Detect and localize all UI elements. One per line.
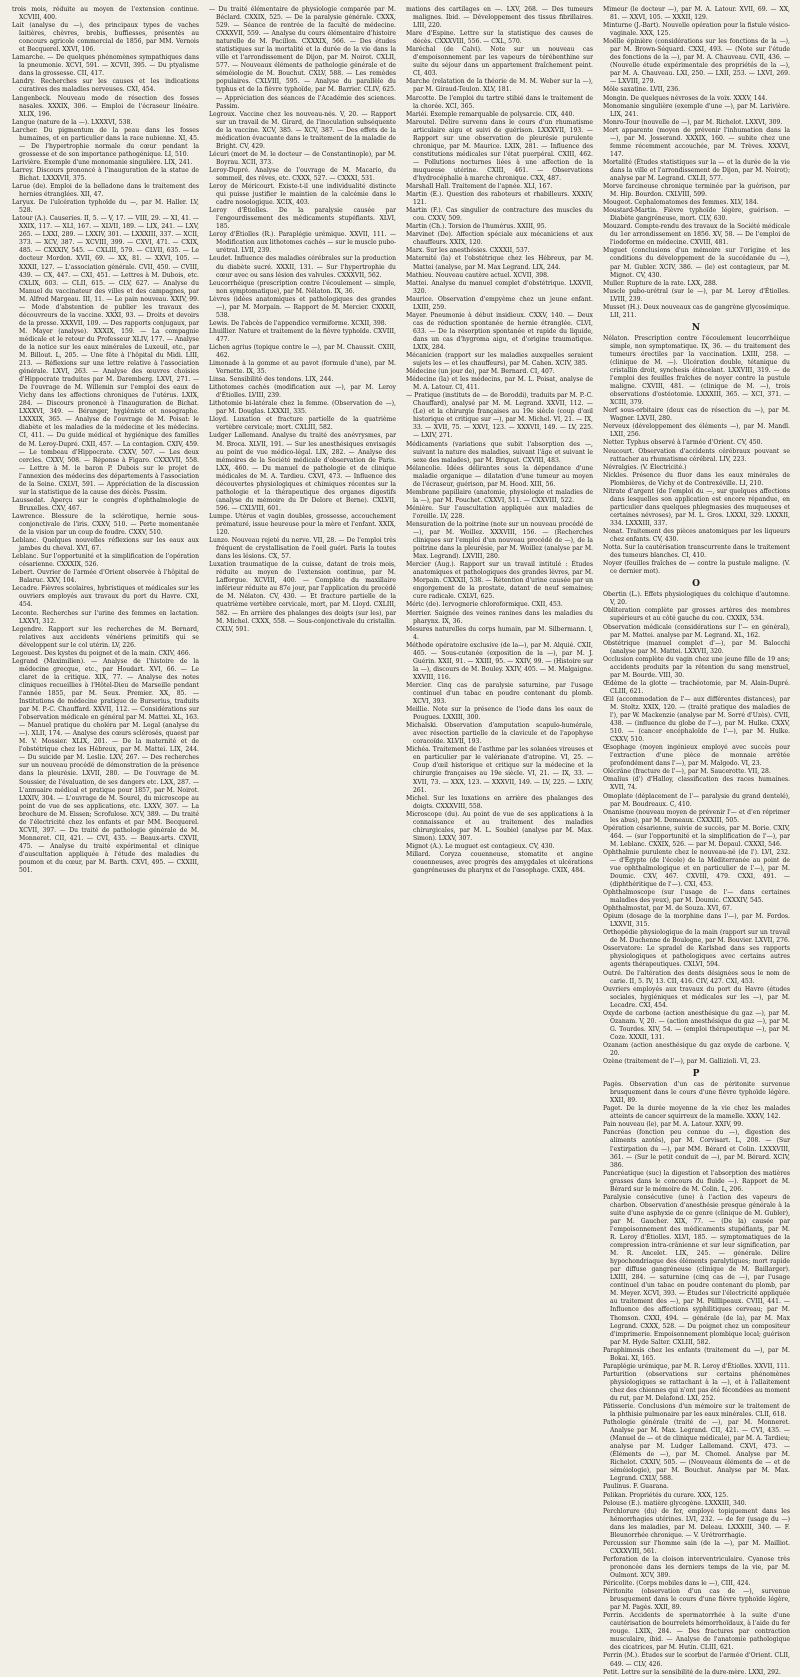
index-entry: Marshall Hall. Traitement de l'apnée. XLI, 167.	[406, 183, 553, 191]
index-entry: Leconte. Recherches sur l'urine des femmes en lactation. LXXVI, 312.	[12, 609, 199, 625]
index-entry: Lécuri (mort de M. le docteur — de Constantinople), par M. Boyrau. XCII, 373.	[209, 150, 396, 166]
index-entry: Maroutel. Délire survenu dans le cours d'un rhumatisme articulaire aigu et suivi de guérison. LXXXVII, 193. — Rapport sur une observation de pleurésie purulente chronique, par M. Maurice. LXIX, 281. — Influence des constitutions médicales sur l'état puerpéral. CXIII, 462. — Pollutions nocturnes liées à une affection de la muqueuse utérine. CXIII, 461. — Observations d'hydrocéphalie à marche chronique. CXX, 487.	[406, 118, 593, 182]
index-entry: Marvinet (De). Affection spéciale aux mécaniciens et aux chauffeurs. XXIX, 120.	[406, 231, 593, 247]
index-entry: Netter. Typhus observé à l'armée d'Orient. CV, 450.	[603, 439, 763, 447]
index-entry: Mare d'Espine. Lettre sur la statistique des causes de décès. CXXXVIII, 556. — CXL, 570.	[406, 30, 593, 46]
index-entry: Ouvriers employés aux travaux du port du Havre (études sociales, hygiéniques et médicales sur les —), par M. Lecadre. CXI, 454.	[603, 985, 790, 1009]
index-entry: Notta. Sur la cautérisation transcurrente dans le traitement des tumeurs blanches. CI, 410.	[603, 544, 790, 560]
index-entry: Paulinus. F. Guarana.	[603, 1483, 669, 1491]
index-entry: Laussedat. Aperçu sur le congrès d'ophthalmologie de Bruxelles. CXV, 467.	[12, 496, 199, 512]
index-entry: Œdème de la glotte — trachéotomie, par M. Alain-Dupré. CLIII, 621.	[603, 679, 790, 695]
columns-container	[12, 6, 790, 1676]
index-entry: Legrand (Maximilien). — Analyse de l'histoire de la médecine grecque, etc., par Houdart. XVI, 66. — Le claret de la critique. XIX, 77. — Analyse des notes cliniques recueillies à l'Hôtel-Dieu de Marseille pendant l'année 1855, par M. Seux. Premier. XX, 85. — Institutions de médecine pratique de Burserius, traduits par M. P.-C. Chauffard. XXVII, 112. — Considérations sur l'observation médicale en général par M. Mattei. XL, 163. — Manuel pratique du choléra par M. Legal (analyse du —). XLII, 174. — Analyse des cœurs sclérosés, quaest par M. V. Mossier. XLIX, 201. — De la maternité et de l'obstétrique chez les Hébreux, par M. Mattei. LIX, 244. — Du suicide par M. Leslie. LXV, 267. — Des recherches sur un nouveau procédé de démonstration de la présence dans la pleurésie. LXVII, 280. — De l'ouvrage de M. Soussier, de l'évaluation, de ses dangers etc. LXX, 287. — L'annuaire médical et pratique pour 1857, par M. Noirot. LXXIV, 304. — L'ouvrage de M. Sourel, du microscope au point de vue de ses applications, etc. LXXV, 307. — La brochure de M. Eissen; Scrofulose. XCV, 389. — Du traité de l'électricité chez les enfants et par MM. Becquerel. XCVII, 397. — Du traité de pathologie générale de M. Monneret. CII, 421. — CVI, 435. — Beaux-arts. CXVII, 475. — Analyse du traité expérimental et clinique d'auscultation appliquée à l'étude des maladies du poumon et du cœur, par M. Barth. CXVI, 495. — CXXIII, 501.	[12, 657, 199, 875]
index-entry: Oxyde de carbone (action anesthésique du gaz —), par M. Ozanam. V, 20. — (action anesthésique du gaz —), par M. G. Tourdes. XIV, 54. — (emploi thérapeutique —), par M. Coze. XXXII, 131.	[603, 1009, 790, 1041]
index-entry: Leblanc. Quelques nouvelles réflexions sur les eaux aux jambes du cheval. XVI, 67.	[12, 537, 199, 553]
index-entry: Lithotomes cachés (modification aux —), par M. Leroy d'Étiolles. LVIII, 239.	[209, 384, 396, 400]
index-entry: Paget. De la durée moyenne de la vie chez les malades atteints de cancer squirreux de la mamelle. XXXV, 142.	[603, 1105, 790, 1121]
index-entry: Martin (F.). Cas singulier de contracture des muscles du cou. CXXV, 509.	[406, 207, 593, 223]
index-entry: Lait (analyse du —), des principaux types de vaches laitières, chèvres, brebis, buffiesses, présentés au concours agricole commercial de 1856, par MM. Vernois et Becquerel. XXVI, 106.	[12, 22, 199, 54]
index-entry: Maternité (la) et l'obstétrique chez les Hébreux, par M. Mattei (analyse, par M. Max Legrand. LIX, 244.	[406, 255, 593, 271]
index-entry: Martin (E.). Question des raboteurs et rhabilleurs. XXXIV, 121.	[406, 191, 593, 207]
index-entry: Méthode opératoire exclusive (de la—), par M. Alquié. CXII, 465. — Sous-cutanée (exposition de la —), par M. J. Guérin. XXII, 91. — XXIII, 95. — XXIV, 99. — (Histoire sur la —), discours de M. Bouley. XXIV, 405. — M. Malgaigne. XXVIII, 116.	[406, 641, 593, 681]
column-1	[12, 6, 199, 1103]
index-entry: Pancréas (fonction peu connue du —), digestion des aliments azotés), par M. Corvisart. L, 208. — (Sur l'extirpation du —), par MM. Bérard et Colin. LXXXVIII, 361. — (Sur le petit conduit de —), par M. Bérard. XCIV, 386.	[603, 1129, 790, 1169]
index-entry: Opium (dosage de la morphine dans l'—), par M. Fordos. LXXVII, 315.	[603, 913, 790, 929]
index-entry: Perrin (M.). Études sur le scorbut de l'armée d'Orient. CLII, 649. — CLV, 426.	[603, 1652, 790, 1668]
index-entry: trois mois, réduite au moyen de l'extension continue. XCVIII, 400.	[12, 6, 199, 22]
index-entry: Legendre. Rapport sur les recherches de M. Bernard, relatives aux accidents vénériens primitifs qui se développent sur le col utérin. LV, 226.	[12, 625, 199, 649]
index-entry: Leroy d'Étiolles. De la paralysie causée par l'engourdissement des médicaments stupéfiants. XLVI, 185.	[209, 207, 396, 231]
index-entry: Mercier. Cinq cas de paralysie saturnine, par l'usage continuel d'un tabac en poudre contenant du plomb. XCVI, 393.	[406, 681, 593, 706]
index-entry: Percussion sur l'homme sain (de la —), par M. Mailliot. CXXXVIII, 561.	[603, 1539, 790, 1555]
index-entry: Perchlorure (du) de fer, employé topiquement dans les hémorrhagies utérines. LVI, 232. — de fer (usage du —) dans les maladies, par M. Deleau. LXXXIII, 340. — F. Bleunorrhée chronique. — V. Urétrorrhagie.	[603, 1507, 790, 1539]
column-2	[209, 6, 396, 1103]
index-entry: Merrier. Saignée des veines ranines dans les maladies du pharynx. IX, 36.	[406, 609, 593, 625]
index-entry: Ozène (traitement de l'—), par M. Gallizioli. VI, 23.	[603, 1058, 761, 1066]
index-entry: Ophthalmie purulente chez le nouveau-né (de l'). LVI, 232. — d'Égypte (de l'école) de la Méditerranée au point de vue ophthalmologique et en particulier de l'—), par M. Doumic. CXV, 467. CXVIII, 479. CXXI, 491. — (diphthéritique de l'—). CXI, 453.	[603, 848, 790, 889]
section-letter-heading: O	[692, 579, 701, 590]
index-entry: Mougeot. Cephalomatomes des femmes. XLV, 184.	[603, 199, 759, 207]
index-entry: Mensuration de la poitrine (note sur un nouveau procédé de —), par M. Woillez. XXXVIII, 156. — (Recherches cliniques sur l'emploi d'un nouveau procédé de —), de la poitrine dans la pleurésie, par M. Woillez (analyse par M. Max. Legrand). LXVIII, 280.	[406, 521, 593, 561]
index-entry: mations des cartilages en —. LXV, 268. — Des tumeurs malignes. Ibid. — Développement des tissus fibrillaires. LIII, 220.	[406, 6, 593, 30]
index-entry: Nonat. Traitement des pièces anatomiques par les liqueurs chez enfants. CV, 430.	[603, 528, 790, 544]
index-entry: Lumpe. Utérus et vagin doubles, grossesse, accouchement prématuré, issue heureuse pour la mère et l'enfant. XXIX, 120.	[209, 512, 396, 537]
index-entry: Médicaments (variations que subit l'absorption des —, suivant la nature des maladies, suivant l'âge et suivant le sexe des malades), par M. Briquet. CXVIII, 483.	[406, 440, 593, 464]
index-entry: Obliteration complète par grosses artères des membres supérieurs et au côté gauche du cou. CXXIX, 534.	[603, 607, 790, 623]
index-entry: Médecine (un jour de), par M. Bernard. CI, 407.	[406, 368, 555, 376]
index-entry: Œsophage (moyen ingénieux employé avec succès pour l'extraction d'une pièce de monnaie arrêtée profondément dans l'—), par M. Malgodo. VI, 23.	[603, 744, 790, 768]
index-entry: Omoplate (déplacement de l'— paralysie du grand dentelé), par M. Boudreaux. C, 410.	[603, 792, 790, 808]
index-entry: Leroy-Dupré. Analyse de l'ouvrage de M. Macario, du sommeil, des rêves, etc. CXXX, 527. — CXXXI, 531.	[209, 166, 396, 182]
index-entry: Legouest. Des kystes du poignet et de la main. CXIV, 466.	[12, 649, 191, 657]
index-entry: Pain nouveau (le), par M. A. Latour. XXIV, 99.	[603, 1121, 744, 1129]
index-entry: Lhuillier. Nature et traitement de la fièvre typhoïde. CXVIII, 477.	[209, 327, 396, 343]
index-entry: Muscle pubo-urétral (sur le —), par M. Leroy d'Étiolles. LVIII, 239.	[603, 287, 790, 303]
index-entry: Mesures naturelles du corps humain, par M. Silbermann. I, 4.	[406, 625, 593, 641]
index-entry: Outré. De l'altération des dents désignées sous le nom de carie. II, 5. IV, 13. CII, 416. CIV, 427. CXI, 453.	[603, 969, 790, 985]
index-entry: Nickles. Présence du fluor dans les eaux minérales de Plombières, de Vichy et de Contrexéville. LI, 210.	[603, 471, 790, 487]
index-entry: Névralgies. (V. Électricité.)	[603, 463, 687, 471]
index-entry: Obertin (L.). Effets physiologiques du colchique d'automne. V, 20.	[603, 591, 790, 607]
index-entry: Obstétrique (manuel complet d'—), par M. Balocchi (analyse par M. Mattei. LXXVII, 320.	[603, 639, 790, 655]
index-entry: Marx. Sur les anesthésies. CXXXII, 537.	[406, 247, 530, 255]
index-entry: Pancréatique (suc) la digestion et l'absorption des matières grasses dans le concours du fluide —). Rapport de M. Bérard sur le mémoire de M. Colin. L, 206.	[603, 1169, 790, 1193]
index-entry: Michéa. Traitement de l'asthme par les solanées vireuses et en particulier par le valérianate d'atropine. VI, 25. — Coup d'œil historique et critique sur la médecine et la chirurgie françaises au 19e siècle. VI, 21. — IX, 33. — XVII, 73. — XXX, 123. — XXXVII, 149. — LV, 225. — LXIV, 261.	[406, 746, 593, 794]
index-entry: Monomanie singulière (exemple d'une —), par M. Larivière. LIX, 241.	[603, 102, 790, 118]
index-entry: Mongin. De quelques névroses de la voix. XXXV, 144.	[603, 94, 768, 102]
index-entry: Noyer (feuilles fraîches de — contre la pustule maligne. (V. ce dernier mot).	[603, 560, 790, 576]
index-entry: Millard. Coryza couenneuse, stomatite et angine couenneuses, avec progrès des amygdales et ulcérations gangréneuses du pharynx et de l'œsophage. CXIX, 484.	[406, 850, 593, 875]
index-entry: Larue (de). Emploi de la belladone dans le traitement des hernies étranglées. XII, 47.	[12, 183, 199, 199]
index-entry: Paralysie consécutive (une) à l'action des vapeurs de charbon. Observation d'anesthésie presque générale à la suite d'une asphyxie de ce genre (clinique de M. Gubler), par M. Gaucher. XIX, 77. — (De la) causée par l'empoisonnement des médicaments stupéfiants, par M. R. Leroy d'Étiolles. XLVI, 185. — symptomatiques de la compression intra-crânienne et sur leur signification, par M. R. Ancelet. LIX, 245. — générale. Délire hypochondriaque des éléments paralytiques; mort rapide par diffuse gangréneuse (clinique de M. Baillarger). LXIII, 284. — saturnine (cinq cas de —), par l'usage continuel d'un tabac en poudre contenant du plomb, par M. Meyer. XCVI, 393. — Études sur l'électricité appliquée au traitement des —), par M. Pâlllipeaux. CVIII, 441. — Influence des affections syphilitiques cerveau; par M. Thomson. CXXI, 494. — générale (de la), par M. Max Legrand. CXXX, 528. — Du poignet chez un compositeur d'imprimerie. Empoisonnement plombique local; guérison par M. Hyde Salter. CXLIII, 582.	[603, 1193, 790, 1346]
index-entry: Mouzard. Compte-rendu des travaux de la Société médicale du 1er arrondissement en 1856. XV, 58. — De l'emploi de l'iodoforme en médecine. CXVIII, 481.	[603, 223, 790, 247]
index-entry: Microscope (du). Au point de vue de ses applications à la connaissance et au traitement des maladies chirurgicales, par M. L. Soubiel (analyse par M. Max. Simon). LXXV, 307.	[406, 810, 593, 842]
index-entry: Larivière. Exemple d'une monomanie singulière. LIX, 241.	[12, 158, 193, 166]
index-entry: Mattei. Analyse du manuel complet d'obstétrique. LXXVII, 320.	[406, 279, 593, 295]
section-letter-heading: P	[692, 1069, 701, 1080]
index-entry: Petit. Lettre sur la sensibilité de la dure-mère. LXXI, 292.	[603, 1668, 781, 1676]
index-entry: Osservatore: Le spradel de Karlsbad dans ses rapports physiologiques et pathologiques avec certains autres agents thérapeutiques. CXLVI, 594.	[603, 945, 790, 969]
index-entry: Lebert. Ouvrier de l'armée d'Orient observée à l'hôpital de Balaruc. XXV, 104.	[12, 569, 199, 585]
index-entry: Lichen agrius (topique contre le —), par M. Chaussit. CXIII, 462.	[209, 343, 396, 360]
index-entry: Lamarche. — De quelques phénomènes sympathiques dans la pneumonie. XCVI, 591. — XCVII, 395. — Du ptyalisme dans la grossesse. CII, 417.	[12, 54, 199, 78]
index-entry: Lewis. De l'abcès de l'appendice vermiforme. XCXII, 398.	[209, 319, 387, 327]
index-entry: Pagès. Observation d'un cas de péritonite survenue brusquement dans le cours d'une fièvre typhoïde légère. XXII, 89.	[603, 1081, 790, 1105]
index-entry: Mathieu. Nouveau cautère actuel. XCVII, 398.	[406, 271, 549, 279]
index-entry: Mortalité (Études statistiques sur la — et la durée de la vie dans la ville et l'arrondissement de Dijon, par M. Noirot); analyse par M. Legrand. CXLII, 577.	[603, 158, 790, 182]
index-entry: Œil (accommodation de l'— aux différentes distances), par M. Stoltz. XXIX, 120. — (traité pratique des maladies de l'), par W. Mackenzie (analyse par M. Sorré d'Uzès). CVII, 438. — (influence du globe de l'—), par M. Hulke. CXXV, 510. — (cancer encéphaloïde de l'—), par M. Hulke. CXXV, 510.	[603, 695, 790, 744]
index-entry: Linsa. Sensibilité des tendons. LIX, 244.	[209, 376, 334, 384]
index-entry: Larcher. Du pigmentum de la peau dans les fosses humaines, et en particulier dans la race nubienne. XI, 45. — De l'hypertrophie normale du cœur pendant la grossesse et de son importance pathogénique. LI, 510.	[12, 126, 199, 158]
index-entry: Larrey. Discours prononcé à l'inauguration de la statue de Bichat. LXXXVII, 375.	[12, 166, 199, 182]
index-entry: Pelouse (E.). matière glycogène. LXXXIII, 340.	[603, 1499, 747, 1507]
index-entry: Pathologie générale (traité de —), par M. Monneret. Analyse par M. Max. Legrand. CII, 421. — CVI, 435. — (Manuel de — et de clinique médicale), par M. A. Tardieu; analyse par M. Ludger Lallemand. CXVI, 473. — (Éléments de —), par M. Chomel. Analyse par M. Richelot. CXXIV, 505. — (Nouveaux éléments de — et de séméiologie), par M. Bouchut. Analyse par M. Max. Legrand. CXLV, 588.	[603, 1419, 790, 1483]
index-entry: Membrane papillaire (anatomie, physiologie et maladies de la —), par M. Pouchet. CXXVI, 511. — CXXVIII, 522.	[406, 488, 593, 504]
index-entry: Mimeur (le docteur —), par M. A. Latour. XVII, 69. — XX, 81. — XXVI, 105. — XXXII, 129.	[603, 6, 790, 22]
index-entry: Perrin. Accidents de spermatorrhée à la suite d'une cautérisation de bourrelets hémorrhoïdaux, à l'aide du fer rouge. LXIX, 284. — Des fractures par contraction musculaire, ibid. — Analyse de l'anatomie pathologique des cicatrices, par M. Hutin. CLIII, 621.	[603, 1612, 790, 1652]
index-entry: Ménière. Sur l'auscultation appliquée aux maladies de l'oreille. LV, 228.	[406, 504, 593, 520]
index-entry: Mort apparente (moyen de prévenir l'inhumation dans la —), par M. Josserand. XXXIX, 160. — subite chez une femme récemment accouchée, par M. Trèves. XXXVI, 147.	[603, 126, 790, 158]
index-entry: Môle saxatine. LVII, 236.	[603, 86, 681, 94]
index-entry: Mécanicien (rapport sur les maladies auxquelles seraient sujets les — et les chauffeurs), par M. Cahen. XCIV, 385.	[406, 352, 593, 368]
index-entry: Parturition (observations sur certains phénomènes physiologiques se rattachant à la —), et à l'allaitement chez des chiennes qui n'ont pas été fécondées au moment du rut, par M. Delafond. LXI, 252.	[603, 1370, 790, 1402]
index-entry: Michel. Sur les luxations en arrière des phalanges des doigts. CXXXVIII, 558.	[406, 794, 593, 810]
index-entry: Ophthalmoscope (sur l'usage de l'— dans certaines maladies des yeux), par M. Doumic. CXXXIV, 545.	[603, 889, 790, 905]
index-entry: — Du traité élémentaire de physiologie comparée par M. Béclard. CXXIX, 525. — De la paralysie générale. CXXX, 529. — Séance de rentrée de la faculté de médecine. CXXXVII, 559. — Analyse du cours élémentaire d'histoire naturelle de M. Pacillon. CXXXIX, 566. — Des études statistiques sur la mortalité et la durée de la vie dans la ville et l'arrondissement de Dijon, par M. Noirot. CXLII, 577. — Nouveaux éléments de pathologie générale et de séméiologie de M. Bouchut. CXLV, 588. — Les remèdes populaires. CXLVIII, 595. — Analyse du parallèle du typhus et de la fièvre typhoïde, par M. Barrier. CLIV, 625. — Appréciation des séances de l'Académie des sciences. Passim.	[209, 6, 396, 110]
index-entry: Lèvres (idées anatomiques et pathologiques des grandes —), par M. Morpain. — Rapport de M. Mercier. CXXXII, 538.	[209, 295, 396, 319]
index-entry: Moustard-Martin. Fièvre typhoïde légère, guérison. — Diabète gangréneuse, mort. CLV, 630.	[603, 207, 790, 223]
index-entry: Landry. Recherches sur les causes et les indications curatives des maladies nerveuses. CXI, 454.	[12, 78, 199, 94]
index-entry: Olécrâne (fracture de l'—), par M. Saucerotte. VII, 28.	[603, 768, 771, 776]
section-letter-heading: N	[691, 322, 702, 333]
index-entry: Laryux. De l'ulcération typhoïde du —, par M. Haller. LV, 528.	[12, 199, 199, 215]
index-entry: Lawrence. Blessure de la sclérotique, hernie sous-conjonctivale de l'iris. CXXV, 510. — Perte momentanée de la vision par un coup de foudre. CXXV, 510.	[12, 512, 199, 537]
index-entry: Minturne (J.-Bart). Nouvelle opération pour la fistule vésico-vaginale. XXX, 125.	[603, 22, 790, 38]
index-entry: Mélancolie. Idées délirantes sous la dépendance d'une maladie organique — dilatation d'une tumeur au moyen de l'écraseur, guérison, par M. Hood. XIII, 56.	[406, 464, 593, 488]
index-entry: Ozanam (action anesthésique du gaz oxyde de carbone. V, 20.	[603, 1041, 790, 1057]
index-entry: Langue (nature de la —). LXXXVI, 538.	[12, 118, 133, 126]
index-entry: Latour (A.). Causeries. II, 5. — V, 17. — VIII, 29. — XI, 41. — XXIX, 117. — XLI, 167. — XLVII, 189. — LIX, 241. — LXV, 265. — LXXI, 289. — LXXIV, 301. — LXXXIII, 337. — XCII, 373. — XCV, 387. — XCVIII, 399. — CXVI, 471. — CXIX, 485. — CXXXIV, 545. — CXLIII, 579. — CLVII, 635. — Le docteur Mordon. XVII, 69. — XX, 81. — XXVI, 105. — XXXII, 127. — L'association générale. CVII, 450. — CVIII, 439. — CX, 447. — CXI, 451. — Lettres à M. Dubois, etc. CXLIX, 603. — CLII, 615. — CLV, 627. — Analyse du Manuel du vaccinateur des villes et des campagnes, par M. Alfred Margeau. III, 11. — Le pain nouveau. XXIV, 99. — Mode d'abstention de publier les travaux des découvreurs de la vaccine. XXXI, 93. — Droits et devoirs de la presse. XXXVII, 109. — Des rapports conjugaux, par M. Mayer (analyse). XXXIX, 159. — La compagnie médicale et le retour du Professeur XLIV, 177. — Analyse de la notice sur les eaux minérales de Luxeuil, etc., par M. Billout. L, 205. — Une fête à l'hôpital du Midi. LIII, 213. — Réflexions sur une lettre relative à l'association générale. LXVI, 263. — Analyse des œuvres choisies d'Hippocrate traduites par M. Daremberg. LXVI, 271. — De l'ouvrage de M. Willemin sur l'emploi des eaux de Vichy dans les affections chroniques de l'utérus. LXIX, 284. — Discours prononcé à l'inauguration de Bichat. LXXXVI, 349. — Béranger, hygiéniste et nosographe. LXXXIX, 365. — Analyse de l'ouvrage de M. Poisat: le diabète et les maladies de la médecine et les médecins. CI, 411. — Du guide médical et hygiénique des familles de M. Leroy-Dupré. CXII, 457. — La contagion. CXIV, 459. — Le tombeau d'Hippocrate. CXXV, 507. — Les deux cercles. CXXV, 508. — Réponse à Figaro. CXXXVII, 558. — Lettre à M. le baron P. Dubois sur le projet de l'annexion des médecins des départements à l'association de la Seine. CXLVI, 591. — Appréciation de la discussion sur la statistique de la cause des décès. Passim.	[12, 215, 199, 496]
index-entry: Mignot (A.). Le muguet est contagieux. CV, 430.	[406, 842, 555, 850]
index-entry: Omalius (d') d'Halloy, classification des races humaines. XVII, 74.	[603, 776, 790, 792]
index-entry: Leroy de Méricourt. Existe-t-il une individualité distincte qui puisse justifier le maintien de la calcémie dans le cadre nosologique. XCIX, 403.	[209, 183, 396, 207]
index-entry: Paraphimosis chez les enfants (traitement du —), par M. Bokai. XI, 165.	[603, 1346, 790, 1362]
index-entry: Nélaton. Prescription contre l'écoulement leucorrhéique simple, non symptomatique. IX, 36. — du traitement des tumeurs érectiles par la vaccination. LXIII, 258. — (clinique de M. —). Ulcération double, tétanique du cristallin droit, synchesis étincelant. LXXVIII, 319. — de l'emploi des feuilles fraîches de noyer contre la pustule maligne. CXVIII, 481. — (clinique de M. —), trois observations d'ostéotomie. LXXXIII, 365. — XCI, 371. — XCIII, 379.	[603, 334, 790, 407]
index-entry: Occlusion complète du vagin chez une jeune fille de 19 ans; accidents produits par la rétention du sang menstruel, par M. Bourde. VIII, 30.	[603, 655, 790, 679]
index-entry: Limonade à la gomme et au pavot (formule d'une), par M. Vernette. IX, 35.	[209, 360, 396, 376]
index-entry: Marcotte. De l'emploi du tartre stibié dans le traitement de la chorée. XCI, 365.	[406, 94, 593, 110]
index-entry: Nerf sous-orbitaire (deux cas de résection du —), par M. Wagner. LXVII, 280.	[603, 407, 790, 423]
index-entry: Muguet (conclusions d'un mémoire sur l'origine et les conditions du développement de la succédanée du —), par M. Gubler. XCIV, 386. — (le) est contagieux, par M. Mignot. CV, 430.	[603, 247, 790, 279]
index-entry: Pelikan. Propriétés du curare. XXX, 125.	[603, 1491, 729, 1499]
index-entry: Maréchal (de Calvi). Note sur un nouveau cas d'empoisonnement par les vapeurs de térébenthine sur suite du séjour dans un appartement fraîchement peint. CI, 403.	[406, 46, 593, 78]
index-entry: Nerveux (développement des éléments —), par M. Mandl. LXII, 256.	[603, 423, 790, 439]
index-entry: Maurice. Observation d'empyème chez un jeune enfant. LXIII, 259.	[406, 295, 593, 311]
index-entry: Paraplégie urémique, par M. R. Leroy d'Étiolles. XXVII, 111.	[603, 1362, 790, 1370]
index-entry: Musset (H.). Deux nouveaux cas de gangrène glycosémique. LII, 211.	[603, 303, 790, 319]
index-entry: Méric (de). Iervognerie chloroformique. CXII, 453.	[406, 601, 563, 609]
index-entry: Neucourt. Observation d'accidents cérébraux pouvant se rattacher au rhumatisme cérébral. LIV, 223.	[603, 447, 790, 463]
index-entry: Meillie. Note sur la présence de l'iode dans les eaux de Pougues. LXXIII, 300.	[406, 706, 593, 722]
index-entry: Lunzo. Nouveau rejeté du nerve. VII, 28. — De l'emploi très fréquent de crystallisation de l'oeil guéri. Paris la toutes dans les lésions. CX, 57.	[209, 537, 396, 561]
index-entry: Leudet. Influence des maladies cérébrales sur la production du diabète sucré. XXXII, 131. — Sur l'hypertrophie du cœur avec ou sans lésion des valvules. CXXXVII, 562.	[209, 255, 396, 279]
index-entry: Onanisme (nouveau moyen de prévenir l'— et d'en réprimer les abus), par M. Demeaux. CXXXIII, 505.	[603, 808, 790, 824]
index-entry: Mayer. Pneumonie à début insidieux. CXXV, 140. — Deux cas de réduction spontanée de hernie étranglée. CLVI, 633. — De la résorption spontanée et rapide du liquide, dans un cas d'hygroma aigu, et d'origine traumatique. LXIX, 284.	[406, 311, 593, 351]
column-3	[406, 6, 593, 1103]
index-entry: Leucorrhéique (prescription contre l'écoulement — simple, non symptomatique), par M. Nélaton. IX, 36.	[209, 279, 396, 295]
index-entry: Lithotomie bi-latérale chez la femme. (Observation de —), par M. Douglas. LXXXII, 335.	[209, 400, 396, 416]
index-entry: Legroux. Vaccine chez les nouveau-nés. V, 20. — Rapport sur un travail de M. Girard, de l'inoculation subséquente de la vaccine. XCV, 385. — XCV, 387. — Des effets de la médication évacuante dans le traitement de la maladie de Bright. CV, 429.	[209, 110, 396, 150]
index-entry: Nitrate d'argent (de l'emploi du —, sur quelques affections dans lesquelles son application est encore répandue, en particulier dans quelques phlegmasies des muqueuses et certaines névroses), par M. L. Gros. LXXXI, 329. LXXXII, 334. LXXXIII, 337.	[603, 487, 790, 527]
index-entry: Opération césarienne, suivie de succès, par M. Borie. CXIV, 464. — (sur l'opportunité et la simplification de l'—), par M. Leblanc. CXXIX, 526. — par M. Depaul. CXXXI, 546.	[603, 824, 790, 848]
index-entry: Orthopédie physiologique de la main (rapport sur un travail de M. Duchenne de Boulogne, par M. Bouvier. LXVII, 276.	[603, 929, 790, 945]
index-entry: — Pratique (instituts de — de Boroddi), traduits par M. P.-C. Chauffard), analysé par M. M. Legrand. XXVII, 112. — (Le) et la chirurgie françaises au 19e siècle (coup d'œil historique et critique sur —), par M. Michel. VI, 21. — IX, 33. — XVII, 75. — XXVI, 123. — XXXVII, 149. — LV, 225. — LXIV, 271.	[406, 392, 593, 440]
index-entry: Langenbeck. Nouveau mode de résection des fosses nasales. XXXIX, 306. — Emploi de l'écraseur linéaire. XLIX, 196.	[12, 94, 199, 118]
index-entry: Leblanc. Sur l'opportunité et la simplification de l'opération césarienne. CXXXIX, 526.	[12, 553, 199, 569]
index-entry: Michalski. Observation d'amputation scapulo-humérale, avec résection partielle de la clavicule et de l'apophyse coracoïde. XLVII, 193.	[406, 722, 593, 746]
index-entry: Muller. Rupture de la rate. LXX, 288.	[603, 279, 718, 287]
index-entry: Monro-Tour (nouvelle de —), par M. Richelot. LXXVI, 309.	[603, 118, 783, 126]
index-entry: Ophthalmostat, par M. de Souza. XVI, 67.	[603, 905, 732, 913]
index-entry: Marche (relatation de la théorie de M. M. Weber sur la —), par M. Giraud-Teulon. XLV, 181.	[406, 78, 593, 94]
index-entry: Péritonite (observation d'un cas de —), survenue brusquement dans le cours d'une fièvre typhoïde légère, par M. Pagès. XXII, 89.	[603, 1588, 790, 1612]
index-entry: Perforation de la cloison interventriculaire. Cyanose très prononcée dans les derniers temps de la vie, par M. Oulmont. XCV, 389.	[603, 1555, 790, 1579]
index-entry: Mariéi. Exemple remarquable de polysarcie. CIX, 440.	[406, 110, 575, 118]
column-4	[603, 6, 790, 1676]
index-entry: Luxation traumatique de la cuisse, datant de trois mois, réduite au moyen de l'extension continue, par M. Lafforgue. XCVIII, 400. — Complète du maxillaire inférieur réduite au 87e jour, par l'application du procédé de M. Nélaton. CV, 430. — Et fracture partielle de la quatrième vertèbre cervicale, mort, par M. Lloyd. CXLIII, 582. — En arrière des phalanges des doigts (sur les), par M. Michel. CXXX, 558. — Sous-conjonctivale du cristallin. CXLV, 591.	[209, 561, 396, 633]
index-entry: Leroy d'Étiolles (R.). Paraplégie urémique. XXVII, 111. — Modification aux lithotomes cachés — sur le muscle pubo-urétral. LVII, 239.	[209, 231, 396, 255]
index-entry: Pâtisserie. Conclusions d'un mémoire sur le traitement de la phthisie pulmonaire par les eaux minérales. CLII, 618.	[603, 1403, 790, 1419]
index-entry: Martin (Ch.). Torsion de l'humérus. XXIII, 95.	[406, 223, 547, 231]
index-entry: Ludger Lallemand. Analyse du traité des anévrysmes, par M. Broca. XLVII, 191. — Sur les anesthésiques envisagés au point de vue médico-légal. LIX, 282. — Analyse des mémoires de la Société médicale d'observation de Paris. LXX, 460. — Du manuel de pathologie et de clinique médicales de M. A. Tardieu. CXVI, 473. — Influence des découvertes physiologiques et chimiques récentes sur la pathologie et la thérapeutique des organes digestifs (analyse du mémoire du Dr Delore et Berne). CXLVII, 596. — CXLVIII, 601.	[209, 432, 396, 512]
index-entry: Morve farcineuse chronique terminée par la guérison, par M. Hip. Bourdon. CXLVIII, 599.	[603, 183, 790, 199]
index-entry: Péricolite. (Corps mobiles dans le —), CIII, 424.	[603, 1580, 751, 1588]
index-entry: Lloyd. Luxation et fracture partielle de la quatrième vertèbre cervicale; mort. CXLIII, 582.	[209, 416, 396, 432]
index-entry: Mercier (Aug.). Rapport sur un travail intitulé : Études anatomiques et pathologiques des grandes lèvres, par M. Morpain. CXXXII, 538. — Rétention d'urine causée par un engorgement de la prostate, datant de neuf semaines; cure radicale. CXLVI, 625.	[406, 561, 593, 601]
index-entry: Médecine (la) et les médecins, par M. L. Poisat, analyse de M. A. Latour. CI, 411.	[406, 376, 593, 392]
index-entry: Observation médicale (considérations sur l'— en général), par M. Mattei. analyse par M. Legrand. XL, 162.	[603, 623, 790, 639]
index-entry: Moëlle épinière (considérations sur les fonctions de la —), par M. Brown-Séquard. CXXI, 493. — (Note sur l'étude des fonctions de la —), par M. A. Chauveau. CVII, 436. — (Nouvelle étude expérimentale des propriétés de la —), par M. A. Chauveau. LXI, 250. — LXII, 253. — LXVI, 269. — LXVIII, 279.	[603, 38, 790, 86]
index-entry: Lecadre. Fièvres scolaires, hybristiques et médicales sur les ouvriers employés aux travaux du port du Havre. CXI, 454.	[12, 585, 199, 609]
